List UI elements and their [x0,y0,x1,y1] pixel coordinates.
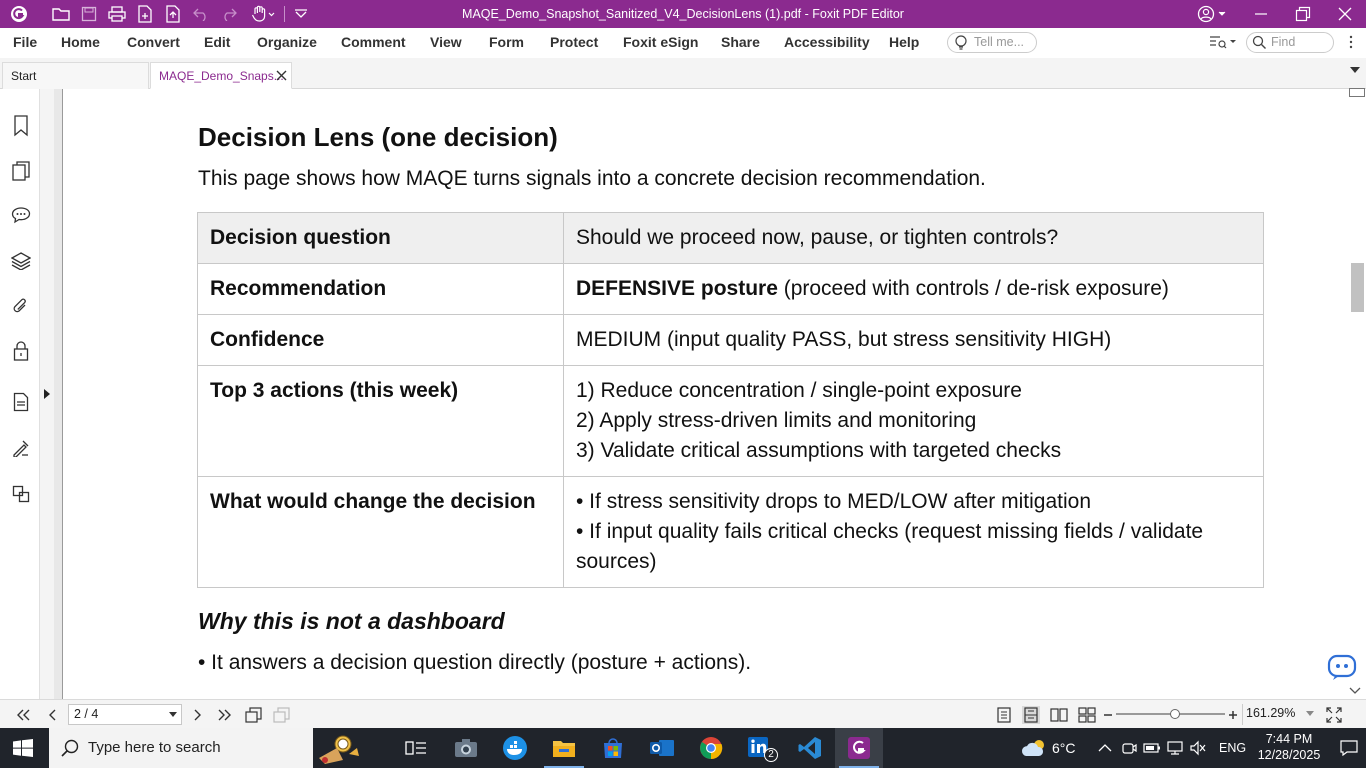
next-view-icon[interactable] [273,706,291,724]
table-row [198,264,1264,315]
page-indicator: 2 / 4 [74,707,99,721]
recommendation-rest: (proceed with controls / de-risk exposure) [777,277,1169,300]
action-line: 3) Validate critical assumptions with targeted checks [576,439,1062,462]
table-cell-value: Should we proceed now, pause, or tighten controls? [564,213,1264,264]
comments-icon[interactable] [10,204,32,226]
tell-me-placeholder: Tell me... [974,35,1025,49]
section-heading: Why this is not a dashboard [198,608,505,634]
continuous-view-icon[interactable] [1022,706,1040,724]
file-explorer-icon[interactable] [540,728,588,768]
menu-protect[interactable]: Protect [550,34,599,50]
find-input[interactable] [1246,32,1334,53]
previous-page-icon[interactable] [44,706,62,724]
decision-lens-table [197,212,1264,588]
docker-app-icon[interactable] [491,728,539,768]
menu-share[interactable]: Share [721,34,760,50]
bookmark-icon[interactable] [10,115,32,137]
recommendation-bold: DEFENSIVE posture [576,277,778,300]
table-row [198,366,1264,477]
table-cell-value: MEDIUM (input quality PASS, but stress sensitivity HIGH) [564,315,1264,366]
restore-icon[interactable] [1293,4,1313,24]
scrollbar-thumb[interactable] [1351,263,1364,312]
document-canvas [54,89,1342,699]
account-icon[interactable] [1196,4,1228,24]
fullscreen-icon[interactable] [1325,706,1343,724]
redo-icon[interactable] [219,4,239,24]
system-tray [1015,728,1366,768]
volume-muted-icon[interactable] [1189,739,1207,757]
single-page-view-icon[interactable] [995,706,1013,724]
tab-start-label: Start [11,69,37,83]
close-icon[interactable] [1335,4,1355,24]
task-view-icon[interactable] [392,728,440,768]
tab-start[interactable] [2,62,149,89]
hand-tool-icon[interactable] [250,4,276,24]
attachments-icon[interactable] [10,295,32,317]
search-highlight-icon [315,730,361,766]
windows-start-icon[interactable] [13,739,33,757]
page-heading: Decision Lens (one decision) [198,122,558,152]
facing-view-icon[interactable] [1050,706,1068,724]
menu-home[interactable]: Home [61,34,100,50]
content-compare-icon[interactable] [10,483,32,505]
microsoft-store-icon[interactable] [589,728,637,768]
show-hidden-icons-icon[interactable] [1096,739,1114,757]
zoom-dropdown-icon[interactable] [1306,711,1314,716]
taskbar-search-box[interactable] [49,728,313,768]
expand-panel-icon[interactable] [43,388,51,400]
tab-list-dropdown-icon[interactable] [1350,66,1360,74]
toolbar-separator [284,6,285,22]
scroll-down-icon[interactable] [1349,687,1361,695]
previous-view-icon[interactable] [245,706,263,724]
clock[interactable] [1257,731,1321,763]
signatures-icon[interactable] [10,437,32,459]
document-properties-icon[interactable] [10,391,32,413]
menu-organize[interactable]: Organize [257,34,317,50]
zoom-slider-thumb[interactable] [1170,709,1180,719]
next-page-icon[interactable] [188,706,206,724]
condition-line: • If input quality fails critical checks (request missing fields / validate sources) [576,520,1204,573]
tab-document[interactable] [150,62,292,89]
security-lock-icon[interactable] [10,340,32,362]
windows-taskbar [0,728,1366,768]
action-line: 1) Reduce concentration / single-point exposure [576,379,1022,402]
search-icon [1252,35,1267,50]
menu-view[interactable]: View [430,34,462,50]
open-folder-icon[interactable] [51,4,71,24]
notification-badge: 2 [764,748,778,762]
table-cell-label: What would change the decision [198,477,564,588]
table-row [198,477,1264,588]
last-page-icon[interactable] [216,706,234,724]
camera-app-icon[interactable] [442,728,490,768]
page-subtitle: This page shows how MAQE turns signals into a concrete decision recommendation. [198,167,986,190]
table-cell-value [564,264,1264,315]
pdf-page [62,89,1342,699]
table-row [198,315,1264,366]
search-options-icon[interactable] [1208,33,1240,51]
zoom-in-icon[interactable] [1224,706,1242,724]
zoom-out-icon[interactable] [1099,706,1117,724]
menu-accessibility[interactable]: Accessibility [784,34,870,50]
save-icon[interactable] [79,4,99,24]
menu-form[interactable]: Form [489,34,524,50]
panel-splitter[interactable] [40,89,54,699]
network-icon[interactable] [1166,739,1184,757]
print-icon[interactable] [107,4,127,24]
ai-assistant-icon[interactable] [1325,650,1359,684]
table-cell-label: Recommendation [198,264,564,315]
taskbar-search-placeholder: Type here to search [88,739,221,756]
weather-cloud-icon[interactable] [1019,739,1051,757]
linkedin-app-icon[interactable] [736,728,784,768]
menu-bar [0,28,1366,58]
foxit-app-icon[interactable] [835,728,883,768]
input-language[interactable]: ENG [1219,741,1247,755]
weather-temperature[interactable]: 6°C [1052,740,1076,756]
customize-dropdown-icon[interactable] [291,4,311,24]
window-title: MAQE_Demo_Snapshot_Sanitized_V4_DecisionLens (1).pdf - Foxit PDF Editor [462,7,904,21]
table-cell-label: Confidence [198,315,564,366]
menu-edit[interactable]: Edit [204,34,231,50]
create-icon[interactable] [163,4,183,24]
bullet-item: • It answers a decision question directly (posture + actions). [198,651,752,674]
page-number-input[interactable] [68,704,182,725]
table-cell-value [564,366,1264,477]
title-bar [0,0,1366,28]
menu-comment[interactable]: Comment [341,34,406,50]
battery-icon[interactable] [1143,739,1161,757]
lightbulb-icon [954,35,968,51]
vertical-scrollbar[interactable] [1342,89,1366,699]
clock-date: 12/28/2025 [1257,748,1321,762]
tell-me-input[interactable] [947,32,1037,53]
action-line: 2) Apply stress-driven limits and monitoring [576,409,977,432]
menu-file[interactable]: File [13,34,38,50]
outlook-app-icon[interactable] [638,728,686,768]
split-view-handle[interactable] [1349,88,1365,97]
clock-time: 7:44 PM [1265,732,1313,746]
undo-icon[interactable] [191,4,211,24]
first-page-icon[interactable] [14,706,32,724]
meet-now-icon[interactable] [1120,739,1138,757]
find-placeholder: Find [1271,35,1296,49]
table-row [198,213,1264,264]
notifications-icon[interactable] [1340,739,1358,757]
table-cell-value [564,477,1264,588]
tab-bar [0,58,1366,89]
page-thumbnails-icon[interactable] [10,160,32,182]
vscode-app-icon[interactable] [786,728,834,768]
minimize-icon[interactable] [1251,4,1271,24]
chrome-app-icon[interactable] [687,728,735,768]
zoom-level-input[interactable] [1242,704,1318,725]
table-cell-label: Decision question [198,213,564,264]
condition-line: • If stress sensitivity drops to MED/LOW after mitigation [576,490,1092,513]
tab-document-label: MAQE_Demo_Snaps... [159,69,284,83]
layers-icon[interactable] [10,250,32,272]
new-pdf-icon[interactable] [135,4,155,24]
table-cell-label: Top 3 actions (this week) [198,366,564,477]
search-icon [61,739,79,757]
status-bar [0,699,1366,728]
menu-help[interactable]: Help [889,34,920,50]
page-dropdown-icon[interactable] [169,712,177,717]
foxit-logo-icon[interactable] [9,4,29,24]
tab-close-icon[interactable] [276,70,287,81]
navigation-panel [0,89,40,699]
zoom-level: 161.29% [1246,706,1296,720]
continuous-facing-view-icon[interactable] [1078,706,1096,724]
menu-foxit-esign[interactable]: Foxit eSign [623,34,699,50]
more-vertical-icon[interactable] [1344,35,1358,49]
menu-convert[interactable]: Convert [127,34,180,50]
